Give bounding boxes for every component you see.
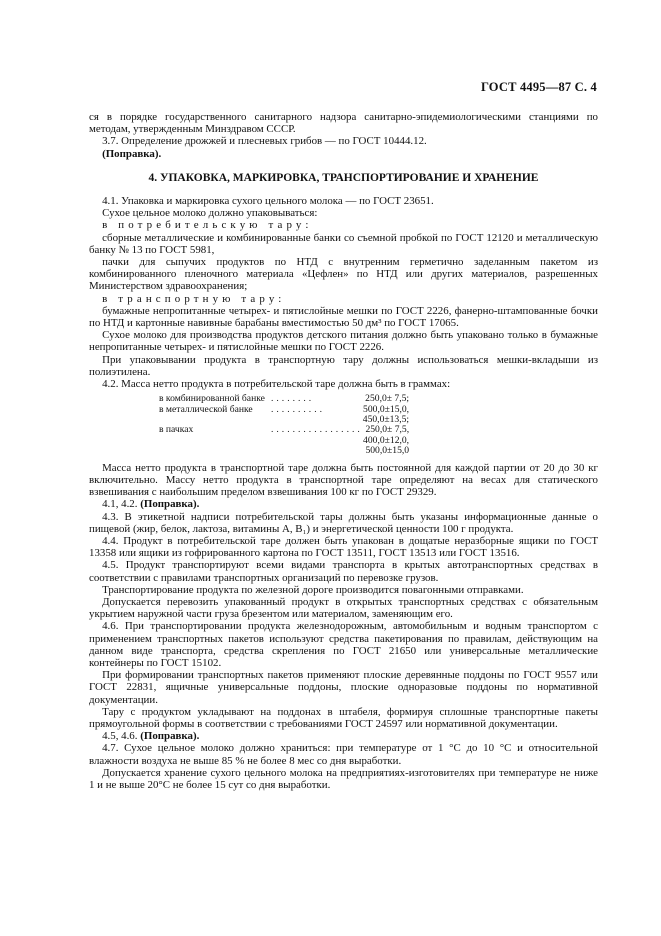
leader-dots: ................. bbox=[271, 424, 363, 436]
leader-dots bbox=[271, 446, 363, 456]
paragraph: 3.7. Определение дрожжей и плесневых грибов — по ГОСТ 10444.12. bbox=[102, 135, 427, 148]
paragraph: При упаковывании продукта в транспортную тару должны использоваться мешки-вкладыши из полиэтилена. bbox=[89, 353, 598, 378]
paragraph: сборные металлические и комбинированные банки со съемной пробкой по ГОСТ 12120 и металлическую банку № 13 по ГОСТ 5981, bbox=[89, 231, 598, 256]
amendment-label: (Поправка). bbox=[140, 730, 200, 743]
paragraph: Допускается хранение сухого цельного молока на предприятиях-изготовителях при температуре не ниже 1 и не выше 20°С не более 15 сут со дня выработки. bbox=[89, 766, 598, 791]
mass-value: 500,0±15,0 bbox=[365, 445, 410, 457]
section-title: 4. УПАКОВКА, МАРКИРОВКА, ТРАНСПОРТИРОВАНИЕ И ХРАНЕНИЕ bbox=[148, 171, 539, 184]
paragraph: 4.6. При транспортировании продукта железнодорожным, автомобильным и водным транспортом с применением транспортных пакетов используют средства пакетирования по правилам, действующим на данном виде транспорта, средства скрепления по ГОСТ 21650 или универсальные металлические контейнеры по ГОСТ 15102. bbox=[89, 620, 598, 669]
leader-dots: ........ bbox=[271, 393, 315, 405]
paragraph: ся в порядке государственного санитарного надзора санитарно-эпидемиологическими станциями по методам, утвержденным Минздравом СССР. bbox=[89, 111, 598, 136]
mass-table-row bbox=[89, 405, 409, 415]
document-body bbox=[89, 111, 598, 791]
mass-label: в комбинированной банке bbox=[159, 393, 265, 405]
paragraph: бумажные непропитанные четырех- и пятислойные мешки по ГОСТ 2226, фанерно-штампованные бочки по НТД и картонные навивные барабаны вместимостью 50 дм³ по ГОСТ 17065. bbox=[89, 304, 598, 330]
paragraph: Сухое молоко для производства продуктов детского питания должно быть упаковано только в бумажные непропитанные четырех- и пятислойные мешки по ГОСТ 2226. bbox=[89, 329, 598, 354]
paragraph: 4.3. В этикетной надписи потребительской тары должны быть указаны информационные данные о пищевой (жир, белок, лактоза, витамины А, В₁) и энергетической ценности 100 г продукта. bbox=[89, 510, 598, 535]
paragraph: пачки для сыпучих продуктов по НТД с внутренним герметично заделанным пакетом из комбинированного пленочного материала «Цефлен» по НТД или других материалов, разрешенных Министерством здравоохранения; bbox=[89, 256, 598, 293]
paragraph: 4.1. Упаковка и маркировка сухого цельного молока — по ГОСТ 23651. bbox=[102, 195, 434, 208]
amendment-ref: 4.1, 4.2. bbox=[102, 498, 138, 511]
mass-table-row bbox=[89, 425, 409, 435]
subheading-consumer-package: в потребительскую тару: bbox=[102, 219, 313, 232]
mass-label bbox=[89, 446, 271, 456]
amendment-label: (Поправка). bbox=[140, 498, 200, 511]
paragraph: Тару с продуктом укладывают на поддонах в штабеля, формируя сплошные транспортные пакеты прямоугольной формы в соответствии с требованиями ГОСТ 24597 или нормативной документации. bbox=[89, 705, 598, 730]
mass-table-row bbox=[89, 446, 409, 456]
mass-value: 450,0±13,5; bbox=[362, 414, 410, 426]
paragraph: Масса нетто продукта в транспортной таре должна быть постоянной для каждой партии от 20 до 30 кг включительно. Массу нетто продукта в транспортной таре определяют на весах для статического взвешивания с наибольшим пределом взвешивания 100 кг по ГОСТ 29329. bbox=[89, 461, 598, 499]
amendment-ref: 4.5, 4.6. bbox=[102, 730, 138, 743]
page-header: ГОСТ 4495—87 С. 4 bbox=[480, 80, 597, 94]
mass-value: 500,0±15,0, bbox=[363, 403, 410, 415]
mass-value: 250,0± 7,5; bbox=[365, 393, 410, 405]
paragraph: Сухое цельное молоко должно упаковываться: bbox=[102, 207, 318, 220]
mass-label: в пачках bbox=[159, 424, 194, 436]
paragraph: Транспортирование продукта по железной дороге производится повагонными отправками. bbox=[102, 583, 524, 596]
amendment-note: (Поправка). bbox=[102, 147, 162, 160]
leader-dots bbox=[271, 436, 363, 446]
paragraph: 4.4. Продукт в потребительской таре должен быть упакован в дощатые неразборные ящики по ГОСТ 13358 или ящики из гофрированного картона по ГОСТ 13511, ГОСТ 13513 или ГОСТ 13516. bbox=[89, 534, 598, 560]
mass-label bbox=[89, 436, 271, 446]
paragraph: При формировании транспортных пакетов применяют плоские деревянные поддоны по ГОСТ 9557 или ГОСТ 22831, ящичные универсальные поддоны, плоские одноразовые поддоны по нормативной документации. bbox=[89, 669, 598, 706]
mass-table-row bbox=[89, 436, 409, 446]
subheading-transport-package: в транспортную тару: bbox=[102, 292, 286, 305]
leader-dots: .......... bbox=[271, 403, 325, 415]
paragraph: 4.7. Сухое цельное молоко должно храниться: при температуре от 1 °С до 10 °С и относительной влажности воздуха не выше 85 % не более 8 мес со дня выработки. bbox=[89, 742, 598, 767]
mass-value: 400,0±12,0, bbox=[363, 434, 410, 446]
paragraph: 4.5. Продукт транспортируют всеми видами транспорта в крытых автотранспортных средствах в соответствии с правилами транспортных организаций по перевозке грузов. bbox=[89, 559, 598, 584]
mass-table bbox=[89, 394, 409, 456]
paragraph: 4.2. Масса нетто продукта в потребительской таре должна быть в граммах: bbox=[102, 378, 451, 391]
amendment-note bbox=[89, 730, 598, 742]
amendment-note bbox=[89, 498, 598, 510]
mass-value: 250,0± 7,5, bbox=[365, 424, 410, 436]
mass-label: в металлической банке bbox=[159, 403, 253, 415]
paragraph: Допускается перевозить упакованный продукт в открытых транспортных средствах с обязательным укрытием наружной части груза брезентом или материалом, заменяющим его. bbox=[89, 595, 598, 621]
